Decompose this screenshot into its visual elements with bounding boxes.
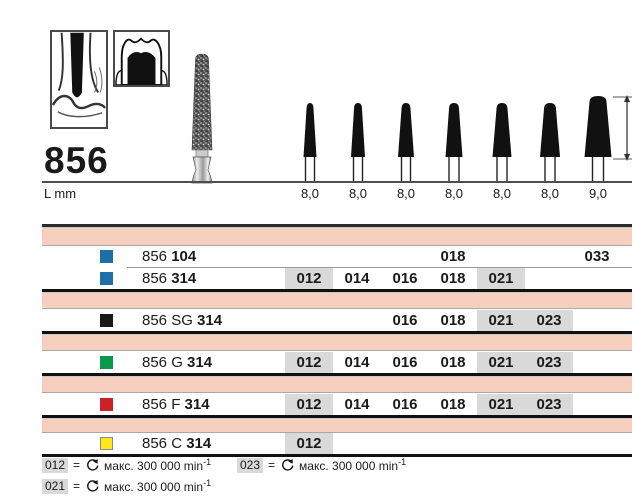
size-code-chip: 023 — [237, 458, 263, 473]
legend-item — [237, 456, 406, 474]
bur-head-silhouette — [585, 96, 612, 157]
pink-band — [42, 292, 632, 309]
bur-head-silhouette — [304, 103, 317, 157]
size-cell: 018 — [440, 248, 466, 265]
speed-exponent: -1 — [398, 457, 407, 467]
rotation-speed-icon — [85, 458, 100, 473]
figure-length-label: 9,0 — [588, 186, 608, 201]
bur-in-sulcus-pictogram — [50, 30, 108, 129]
equals-sign: = — [73, 458, 81, 472]
max-speed-text: макс. 300 000 $\min^{-1}$ — [104, 478, 212, 494]
catalog-number-shank: 314 — [171, 270, 197, 287]
catalog-number — [142, 310, 222, 331]
size-cell: 012 — [285, 352, 333, 373]
size-cell: 021 — [477, 352, 525, 373]
rotation-speed-icon — [280, 458, 295, 473]
thick-divider — [42, 373, 632, 376]
size-cell: 021 — [477, 394, 525, 415]
pink-band — [42, 227, 632, 246]
length-dimension-arrow — [613, 95, 632, 161]
bur-neck-outline — [449, 157, 459, 183]
size-cell: 021 — [477, 310, 525, 331]
thick-divider — [42, 331, 632, 334]
size-cell: 014 — [344, 270, 370, 287]
shank-color-square-yellow — [100, 437, 113, 450]
crown-preparation-icon — [115, 32, 168, 85]
legend-item — [42, 477, 211, 495]
bur-head-silhouette — [493, 103, 512, 157]
catalog-number-shank: 314 — [197, 312, 223, 329]
size-cell: 023 — [525, 310, 573, 331]
shank-color-square-red — [100, 398, 113, 411]
size-cell: 016 — [392, 354, 418, 371]
bur-neck-outline — [354, 157, 363, 183]
speed-exponent: -1 — [203, 457, 212, 467]
equals-sign: = — [268, 458, 276, 472]
size-cell: 016 — [392, 270, 418, 287]
catalog-number-shank: 314 — [184, 396, 210, 413]
figure-length-label: 8,0 — [348, 186, 368, 201]
shank-color-square-blue — [100, 250, 113, 263]
bur-neck-outline — [402, 157, 411, 183]
bur-head-silhouette — [540, 103, 560, 157]
bur-neck-outline — [306, 157, 315, 183]
baseline-rule — [42, 181, 632, 183]
max-speed-text: макс. 300 000 $\min^{-1}$ — [104, 457, 212, 473]
legend-item — [42, 456, 211, 474]
length-unit-label: L mm — [44, 186, 77, 201]
row-divider — [127, 267, 632, 268]
catalog-number-prefix: 856 C — [142, 435, 183, 452]
catalog-number-prefix: 856 SG — [142, 312, 193, 329]
bur-neck-outline — [593, 157, 604, 183]
equals-sign: = — [73, 479, 81, 493]
figure-length-label: 8,0 — [492, 186, 512, 201]
size-cell: 033 — [584, 248, 610, 265]
size-cell: 023 — [525, 394, 573, 415]
bur-neck-outline — [545, 157, 555, 183]
bur-shape-figures — [280, 88, 634, 184]
bur-head-silhouette — [351, 103, 365, 157]
crown-preparation-pictogram — [113, 30, 170, 87]
shank-color-square-blue — [100, 272, 113, 285]
size-code-chip: 012 — [42, 458, 68, 473]
shank-color-square-green — [100, 356, 113, 369]
size-cell: 014 — [344, 396, 370, 413]
catalog-number-shank: 104 — [171, 248, 197, 265]
size-cell: 018 — [440, 312, 466, 329]
speed-exponent: -1 — [203, 478, 212, 488]
product-number: 856 — [44, 140, 109, 181]
size-cell: 012 — [285, 394, 333, 415]
catalog-number — [142, 352, 212, 373]
size-cell: 012 — [285, 268, 333, 289]
figure-length-label: 8,0 — [300, 186, 320, 201]
catalog-number-prefix: 856 — [142, 270, 168, 287]
bur-head-silhouette — [398, 103, 414, 157]
figure-length-label: 8,0 — [444, 186, 464, 201]
pink-band — [42, 418, 632, 433]
catalog-number-prefix: 856 — [142, 248, 168, 265]
size-cell: 018 — [440, 396, 466, 413]
catalog-number — [142, 433, 211, 454]
size-cell: 018 — [440, 354, 466, 371]
bur-neck-outline — [497, 157, 507, 183]
size-cell: 023 — [525, 352, 573, 373]
size-code-chip: 021 — [42, 479, 68, 494]
size-cell: 016 — [392, 396, 418, 413]
figure-length-label: 8,0 — [396, 186, 416, 201]
size-cell: 016 — [392, 312, 418, 329]
catalog-number — [142, 246, 196, 267]
catalog-number-shank: 314 — [187, 354, 213, 371]
pink-band — [42, 376, 632, 393]
catalog-number — [142, 394, 210, 415]
pink-band — [42, 334, 632, 351]
size-cell: 018 — [440, 270, 466, 287]
bur-product-photo — [170, 52, 234, 184]
thick-divider — [42, 289, 632, 292]
catalog-number — [142, 268, 196, 289]
bur-head-silhouette — [446, 103, 463, 157]
size-cell: 021 — [477, 268, 525, 289]
figure-length-label: 8,0 — [540, 186, 560, 201]
catalog-number-shank: 314 — [186, 435, 212, 452]
size-cell: 014 — [344, 354, 370, 371]
thick-divider — [42, 415, 632, 418]
size-cell: 012 — [285, 433, 333, 454]
bur-in-sulcus-icon — [52, 32, 106, 127]
rotation-speed-icon — [85, 479, 100, 494]
max-speed-text: макс. 300 000 $\min^{-1}$ — [299, 457, 407, 473]
shank-color-square-black — [100, 314, 113, 327]
catalog-number-prefix: 856 G — [142, 354, 183, 371]
catalog-number-prefix: 856 F — [142, 396, 181, 413]
